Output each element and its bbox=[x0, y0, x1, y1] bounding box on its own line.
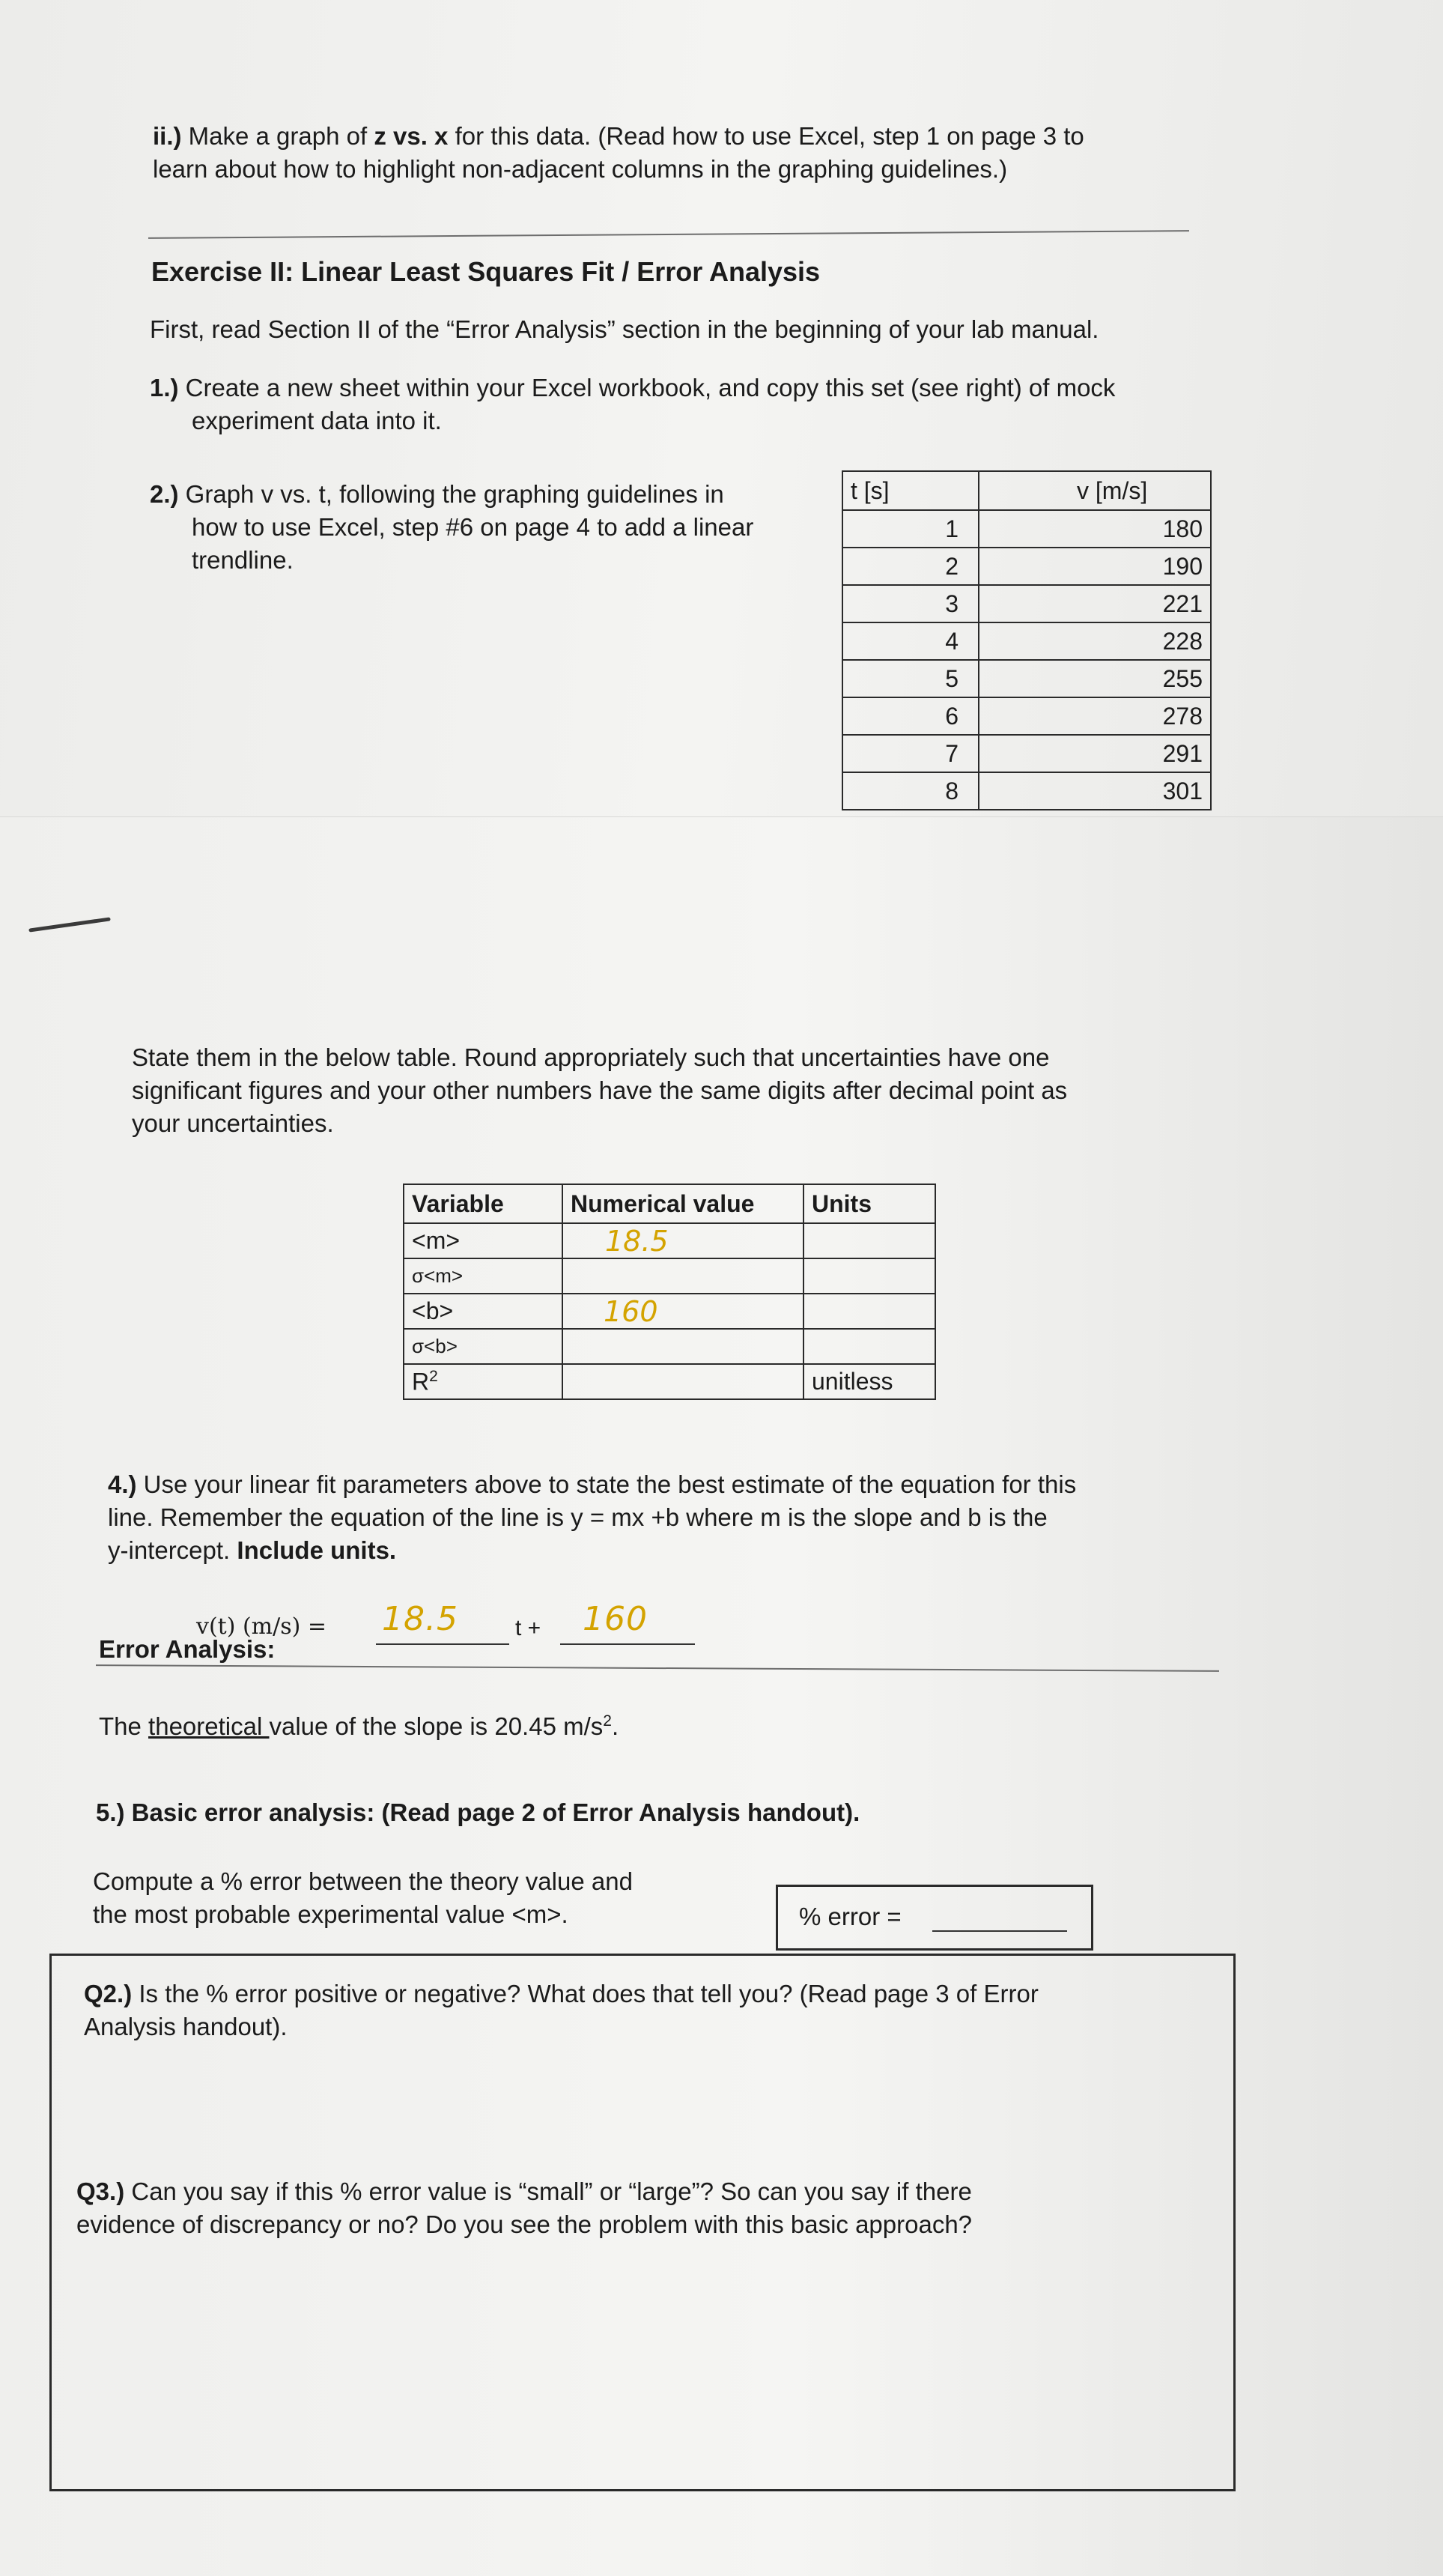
intercept-blank bbox=[560, 1600, 695, 1645]
units-cell bbox=[803, 1258, 935, 1294]
time-cell: 1 bbox=[842, 510, 979, 548]
theoretical-slope-text bbox=[99, 1705, 619, 1743]
section-ii-line2: learn about how to highlight non-adjacent columns in the graphing guidelines.) bbox=[153, 155, 1008, 183]
table-row bbox=[842, 585, 1211, 622]
time-cell: 5 bbox=[842, 660, 979, 697]
table-row bbox=[842, 510, 1211, 548]
velocity-cell: 291 bbox=[979, 735, 1211, 772]
percent-error-label: % error = bbox=[799, 1903, 902, 1930]
table-row bbox=[404, 1294, 935, 1329]
value-cell bbox=[562, 1364, 803, 1399]
step4-line3-bold: Include units. bbox=[237, 1536, 397, 1564]
step2-line1: Graph v vs. t, following the graphing guidelines in bbox=[178, 480, 724, 508]
section-ii-label: ii.) bbox=[153, 122, 182, 150]
step4-line3-a: y-intercept. bbox=[108, 1536, 237, 1564]
section-ii-bold: z vs. x bbox=[374, 122, 449, 150]
results-header bbox=[404, 1184, 935, 1223]
step5-line2: the most probable experimental value <m>. bbox=[93, 1900, 568, 1928]
state-instructions bbox=[132, 1041, 1300, 1140]
q2-label: Q2.) bbox=[84, 1980, 133, 2007]
step2-text bbox=[150, 478, 824, 577]
table-row bbox=[842, 548, 1211, 585]
state-line2: significant figures and your other numbers have the same digits after decimal point as bbox=[132, 1076, 1068, 1104]
units-cell bbox=[803, 1223, 935, 1258]
table-row bbox=[404, 1329, 935, 1364]
table-row bbox=[842, 622, 1211, 660]
time-cell: 8 bbox=[842, 772, 979, 810]
variable-cell: <b> bbox=[404, 1294, 562, 1329]
q3-line2: evidence of discrepancy or no? Do you see the problem with this basic approach? bbox=[76, 2210, 973, 2238]
step1-text bbox=[150, 372, 1258, 437]
fit-results-table bbox=[403, 1184, 936, 1400]
section-ii-text-b: for this data. (Read how to use Excel, step 1 on page 3 to bbox=[448, 122, 1084, 150]
variable-cell: σ<m> bbox=[404, 1258, 562, 1294]
time-cell: 4 bbox=[842, 622, 979, 660]
percent-error-blank bbox=[932, 1930, 1067, 1932]
step2-line3: trendline. bbox=[192, 546, 294, 574]
velocity-cell: 301 bbox=[979, 772, 1211, 810]
table-row bbox=[404, 1258, 935, 1294]
table-row bbox=[842, 772, 1211, 810]
velocity-cell: 278 bbox=[979, 697, 1211, 735]
handwritten-equation-slope: 18.5 bbox=[382, 1600, 458, 1638]
step2-label: 2.) bbox=[150, 480, 179, 508]
slope-blank bbox=[376, 1600, 509, 1645]
equation-mid: t + bbox=[515, 1616, 541, 1640]
step5-heading: 5.) Basic error analysis: (Read page 2 of Error Analysis handout). bbox=[96, 1798, 860, 1826]
header-time: t [s] bbox=[842, 471, 979, 510]
velocity-cell: 190 bbox=[979, 548, 1211, 585]
q3-text bbox=[76, 2175, 1222, 2241]
equation-lhs: v(t) (m/s) = bbox=[196, 1613, 326, 1640]
header-velocity: v [m/s] bbox=[979, 471, 1211, 510]
theory-underlined: theoretical bbox=[148, 1712, 270, 1740]
step4-line2: line. Remember the equation of the line is y = mx +b where m is the slope and b is the bbox=[108, 1503, 1048, 1531]
error-analysis-heading: Error Analysis: bbox=[99, 1635, 276, 1663]
header-units: Units bbox=[803, 1184, 935, 1223]
table-row bbox=[404, 1223, 935, 1258]
theory-text-c: . bbox=[611, 1712, 619, 1740]
time-cell: 7 bbox=[842, 735, 979, 772]
section-ii-text-a: Make a graph of bbox=[181, 122, 374, 150]
step4-label: 4.) bbox=[108, 1470, 137, 1498]
time-cell: 6 bbox=[842, 697, 979, 735]
time-cell: 3 bbox=[842, 585, 979, 622]
step1-line2: experiment data into it. bbox=[192, 407, 442, 434]
table-row bbox=[842, 660, 1211, 697]
q3-label: Q3.) bbox=[76, 2178, 125, 2205]
table-row bbox=[842, 697, 1211, 735]
r-squared-symbol: R bbox=[412, 1368, 430, 1395]
percent-error-box bbox=[776, 1885, 1093, 1951]
step5-text bbox=[93, 1865, 767, 1931]
variable-cell: <m> bbox=[404, 1223, 562, 1258]
section-ii-instruction bbox=[153, 120, 1246, 186]
data-table-header bbox=[842, 471, 1211, 510]
state-line1: State them in the below table. Round appropriately such that uncertainties have one bbox=[132, 1043, 1050, 1071]
value-cell bbox=[562, 1258, 803, 1294]
variable-cell: σ<b> bbox=[404, 1329, 562, 1364]
velocity-cell: 255 bbox=[979, 660, 1211, 697]
step1-label: 1.) bbox=[150, 374, 179, 401]
time-cell: 2 bbox=[842, 548, 979, 585]
r-squared-exponent: 2 bbox=[429, 1367, 438, 1385]
units-cell: unitless bbox=[803, 1364, 935, 1399]
step2-line2: how to use Excel, step #6 on page 4 to add a linear bbox=[192, 513, 754, 541]
theory-text-a: The bbox=[99, 1712, 149, 1740]
step5-line1: Compute a % error between the theory value and bbox=[93, 1867, 633, 1895]
step1-line1: Create a new sheet within your Excel workbook, and copy this set (see right) of mock bbox=[178, 374, 1116, 401]
mock-data-table bbox=[842, 470, 1212, 810]
header-variable: Variable bbox=[404, 1184, 562, 1223]
value-cell bbox=[562, 1223, 803, 1258]
velocity-cell: 180 bbox=[979, 510, 1211, 548]
table-row bbox=[404, 1364, 935, 1399]
handwritten-slope: 18.5 bbox=[605, 1224, 669, 1258]
q2-line1: Is the % error positive or negative? What does that tell you? (Read page 3 of Error bbox=[132, 1980, 1039, 2007]
step4-line1: Use your linear fit parameters above to state the best estimate of the equation for this bbox=[136, 1470, 1077, 1498]
theory-exponent: 2 bbox=[603, 1712, 612, 1730]
step4-text bbox=[108, 1468, 1306, 1567]
velocity-cell: 221 bbox=[979, 585, 1211, 622]
variable-cell bbox=[404, 1364, 562, 1399]
units-cell bbox=[803, 1329, 935, 1364]
exercise-title: Exercise II: Linear Least Squares Fit / Error Analysis bbox=[151, 256, 821, 287]
handwritten-intercept: 160 bbox=[604, 1294, 658, 1328]
handwritten-equation-intercept: 160 bbox=[583, 1600, 648, 1638]
q2-line2: Analysis handout). bbox=[84, 2013, 288, 2040]
units-cell bbox=[803, 1294, 935, 1329]
q3-line1: Can you say if this % error value is “small” or “large”? So can you say if there bbox=[124, 2178, 972, 2205]
table-row bbox=[842, 735, 1211, 772]
header-value: Numerical value bbox=[562, 1184, 803, 1223]
value-cell bbox=[562, 1329, 803, 1364]
theory-text-b: value of the slope is 20.45 m/s bbox=[269, 1712, 604, 1740]
exercise-intro: First, read Section II of the “Error Analysis” section in the beginning of your lab manual. bbox=[150, 315, 1099, 343]
value-cell bbox=[562, 1294, 803, 1329]
velocity-cell: 228 bbox=[979, 622, 1211, 660]
q2-text bbox=[84, 1978, 1222, 2043]
state-line3: your uncertainties. bbox=[132, 1109, 334, 1137]
